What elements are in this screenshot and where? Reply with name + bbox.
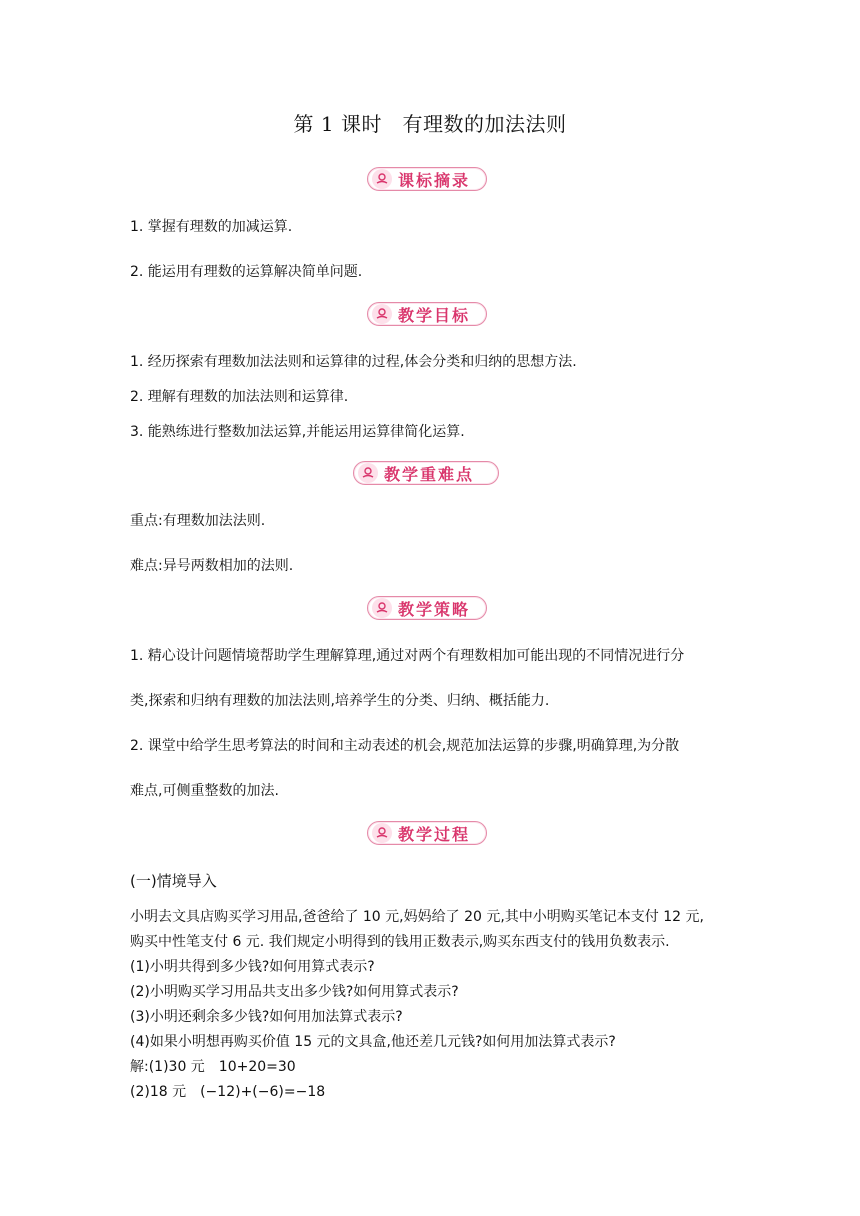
book-icon — [372, 304, 392, 324]
standards-item: 1. 掌握有理数的加减运算. — [130, 219, 293, 235]
goals-item: 3. 能熟练进行整数加法运算,并能运用运算律简化运算. — [130, 424, 465, 440]
process-line: (4)如果小明想再购买价值 15 元的文具盒,他还差几元钱?如何用加法算式表示? — [130, 1034, 616, 1050]
section-badge-goals — [367, 302, 487, 326]
book-icon — [358, 463, 378, 483]
section-label: 课标摘录 — [398, 170, 471, 190]
section-label: 教学重难点 — [384, 464, 475, 484]
strategy-line: 类,探索和归纳有理数的加法法则,培养学生的分类、归纳、概括能力. — [130, 693, 550, 709]
book-icon — [372, 169, 392, 189]
process-heading: (一)情境导入 — [130, 872, 217, 890]
section-label: 教学策略 — [398, 599, 471, 619]
strategy-line: 1. 精心设计问题情境帮助学生理解算理,通过对两个有理数相加可能出现的不同情况进行分 — [130, 648, 685, 664]
section-badge-key-points — [353, 461, 499, 485]
process-line: (3)小明还剩余多少钱?如何用加法算式表示? — [130, 1009, 403, 1025]
strategy-line: 难点,可侧重整数的加法. — [130, 783, 279, 799]
process-line: 小明去文具店购买学习用品,爸爸给了 10 元,妈妈给了 20 元,其中小明购买笔记本支付 12 元, — [130, 909, 704, 925]
strategy-line: 2. 课堂中给学生思考算法的时间和主动表述的机会,规范加法运算的步骤,明确算理,为分散 — [130, 738, 680, 754]
standards-item: 2. 能运用有理数的运算解决简单问题. — [130, 264, 363, 280]
book-icon — [372, 598, 392, 618]
process-line: (2)小明购买学习用品共支出多少钱?如何用算式表示? — [130, 984, 459, 1000]
process-line: 解:(1)30 元 10+20=30 — [130, 1059, 296, 1075]
section-badge-process — [367, 821, 487, 845]
process-line: 购买中性笔支付 6 元. 我们规定小明得到的钱用正数表示,购买东西支付的钱用负数表示. — [130, 934, 670, 950]
section-label: 教学过程 — [398, 824, 471, 844]
goals-item: 1. 经历探索有理数加法法则和运算律的过程,体会分类和归纳的思想方法. — [130, 354, 577, 370]
section-label: 教学目标 — [398, 305, 471, 325]
section-badge-strategy — [367, 596, 487, 620]
key-points-item: 重点:有理数加法法则. — [130, 513, 266, 529]
process-line: (1)小明共得到多少钱?如何用算式表示? — [130, 959, 375, 975]
process-line: (2)18 元 (−12)+(−6)=−18 — [130, 1084, 326, 1100]
goals-item: 2. 理解有理数的加法法则和运算律. — [130, 389, 349, 405]
section-badge-standards — [367, 167, 487, 191]
key-points-item: 难点:异号两数相加的法则. — [130, 558, 294, 574]
book-icon — [372, 823, 392, 843]
page-title: 第 1 课时 有理数的加法法则 — [293, 112, 567, 136]
